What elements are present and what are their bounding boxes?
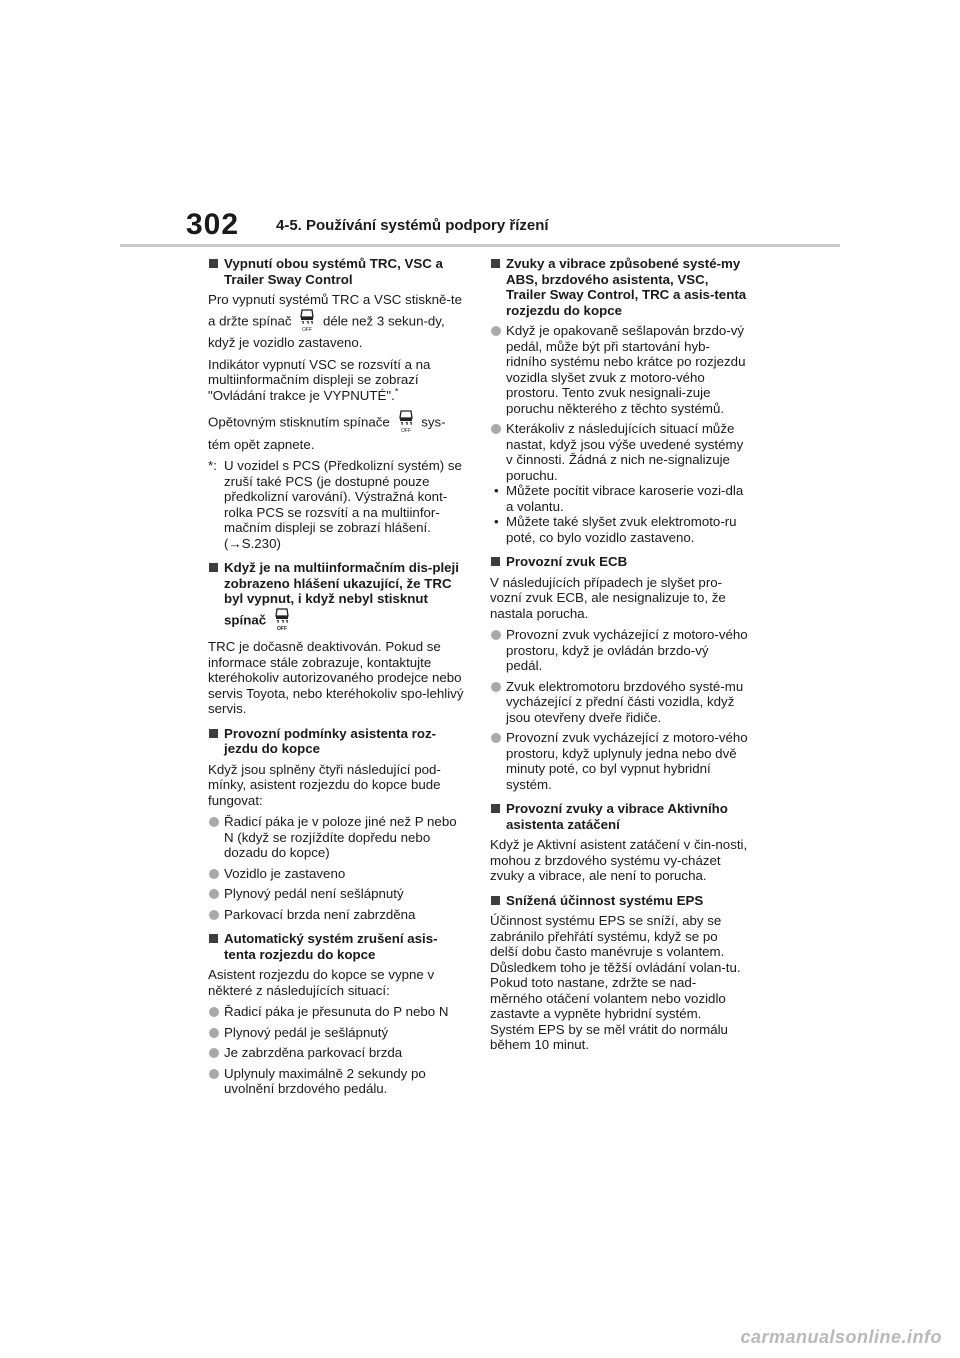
section-active-cornering (490, 801, 748, 884)
list-item: Řadicí páka je v poloze jiné než P nebo N (když se rozjíždíte dopředu nebo dozadu do kopce) (208, 814, 466, 861)
list-item: Uplynuly maximálně 2 sekundy po uvolnění brzdového pedálu. (208, 1066, 466, 1097)
section-heading: Automatický systém zrušení asis-tenta rozjezdu do kopce (208, 931, 466, 962)
paragraph: Asistent rozjezdu do kopce se vypne v některé z následujících situací: (208, 967, 435, 998)
vsc-off-icon (274, 607, 290, 635)
list-item: Plynový pedál je sešlápnutý (208, 1025, 466, 1041)
footer-watermark: carmanualsonline.info (740, 1327, 942, 1347)
section-trc-vsc-off (208, 256, 466, 551)
square-bullet-icon (209, 934, 218, 943)
footnote: *: U vozidel s PCS (Předkolizní systém) se zruší také PCS (je dostupné pouze předkolizní varování). Výstražná kont-rolka PCS se rozsvítí a na multiinfor-mačním displeji se zobrazí hlášení. (→S.230) (208, 458, 462, 551)
round-bullet-icon (491, 630, 501, 640)
square-bullet-icon (209, 259, 218, 268)
section-ecb-sound (490, 554, 748, 792)
section-heading: Když je na multiinformačním dis-pleji zobrazeno hlášení ukazující, že TRC byl vypnut, i když nebyl stisknut spínač OFF (208, 560, 466, 634)
square-bullet-icon (209, 563, 218, 572)
section-eps (490, 893, 748, 1053)
left-column (208, 256, 466, 1106)
round-bullet-icon (491, 424, 501, 434)
list-item: Provozní zvuk vycházející z motoro-vého prostoru, když je ovládán brzdo-vý pedál. (490, 627, 748, 674)
right-column (490, 256, 748, 1062)
square-bullet-icon (491, 896, 500, 905)
header-rule (120, 244, 840, 247)
vsc-off-icon (398, 409, 414, 437)
round-bullet-icon (209, 1069, 219, 1079)
round-bullet-icon (491, 682, 501, 692)
paragraph: Když je Aktivní asistent zatáčení v čin-nosti, mohou z brzdového systému vy-cházet zvuky a vibrace, ale není to porucha. (490, 837, 748, 883)
paragraph: Opětovným stisknutím spínače OFF sys-tém opět zapnete. (208, 409, 466, 452)
svg-text:OFF: OFF (400, 428, 411, 433)
vsc-off-icon (299, 308, 315, 336)
paragraph: V následujících případech je slyšet pro-vozní zvuk ECB, ale nesignalizuje to, že nastala porucha. (490, 574, 726, 621)
paragraph: Účinnost systému EPS se sníží, aby se zabránilo přehřátí systému, když se po delší dobu často manévruje s volantem. Důsledkem toho je těžší ovládání volan-tu. Pokud toto nastane, zdržte se nad-měrného otáčení volantem nebo vozidlo zastavte a vypněte hybridní systém. Systém EPS by se měl vrátit do normálu během 10 minut. (490, 913, 741, 1052)
square-bullet-icon (491, 557, 500, 566)
list-item: Vozidlo je zastaveno (208, 866, 466, 882)
list-item: Je zabrzděna parkovací brzda (208, 1045, 466, 1061)
square-bullet-icon (491, 804, 500, 813)
sub-list-item: • Můžete také slyšet zvuk elektromoto-ru poté, co bylo vozidlo zastaveno. (494, 514, 737, 545)
sub-list-item: • Můžete pocítit vibrace karoserie vozi-dla a volantu. (494, 483, 744, 514)
list-item: Kterákoliv z následujících situací může nastat, když jsou výše uvedené systémy v činnosti. Žádná z nich ne-signalizuje poruchu. (490, 421, 748, 483)
paragraph: Když jsou splněny čtyři následující pod-mínky, asistent rozjezdu do kopce bude fungovat: (208, 761, 441, 808)
svg-text:OFF: OFF (276, 625, 287, 631)
list-item: Řadicí páka je přesunuta do P nebo N (208, 1004, 466, 1020)
round-bullet-icon (209, 817, 219, 827)
list-item: Plynový pedál není sešlápnutý (208, 886, 466, 902)
section-hill-start-conditions (208, 726, 466, 923)
section-trc-message (208, 560, 466, 717)
list-item: Zvuk elektromotoru brzdového systé-mu vycházející z přední části vozidla, když jsou otevřeny dveře řidiče. (490, 679, 748, 726)
paragraph: TRC je dočasně deaktivován. Pokud se informace stále zobrazuje, kontaktujte kteréhokoliv autorizovaného prodejce nebo servis Toyota, nebo kteréhokoliv spo-lehlivý servis. (208, 639, 464, 716)
section-heading: Zvuky a vibrace způsobené systé-my ABS, brzdového asistenta, VSC, Trailer Sway Control, TRC a asis-tenta rozjezdu do kopce (490, 256, 748, 318)
paragraph: Pro vypnutí systémů TRC a VSC stiskně-te a držte spínač OFF déle než 3 sekun-dy, když je vozidlo zastaveno. (208, 292, 462, 350)
round-bullet-icon (209, 889, 219, 899)
round-bullet-icon (209, 1028, 219, 1038)
list-item: Provozní zvuk vycházející z motoro-vého prostoru, když uplynuly jedna nebo dvě minuty poté, co byl vypnut hybridní systém. (490, 730, 748, 792)
paragraph: Indikátor vypnutí VSC se rozsvítí a na multiinformačním displeji se zobrazí "Ovládání trakce je VYPNUTÉ".* (208, 356, 431, 403)
round-bullet-icon (209, 1007, 219, 1017)
section-heading: Vypnutí obou systémů TRC, VSC a Trailer Sway Control (208, 256, 466, 287)
round-bullet-icon (209, 910, 219, 920)
section-heading: Provozní podmínky asistenta roz-jezdu do kopce (208, 726, 466, 757)
round-bullet-icon (491, 733, 501, 743)
list-item: Když je opakovaně sešlapován brzdo-vý pedál, může být při startování hyb-ridního systému nebo krátce po rozjezdu vozidla slyšet zvuk z motoro-vého prostoru. Tento zvuk nesignali-zuje poruchu některého z těchto systémů. (490, 323, 748, 416)
section-title: 4-5. Používání systémů podpory řízení (276, 217, 549, 234)
section-hill-start-cancel (208, 931, 466, 1097)
section-heading: Provozní zvuky a vibrace Aktivního asistenta zatáčení (490, 801, 748, 832)
page-number: 302 (186, 208, 240, 241)
square-bullet-icon (209, 729, 218, 738)
section-heading: Snížená účinnost systému EPS (490, 893, 748, 909)
list-item: Parkovací brzda není zabrzděna (208, 907, 466, 923)
round-bullet-icon (209, 1048, 219, 1058)
svg-text:OFF: OFF (302, 326, 313, 332)
round-bullet-icon (209, 869, 219, 879)
square-bullet-icon (491, 259, 500, 268)
round-bullet-icon (491, 326, 501, 336)
section-heading: Provozní zvuk ECB (490, 554, 748, 570)
section-sounds-vibrations (490, 256, 748, 545)
